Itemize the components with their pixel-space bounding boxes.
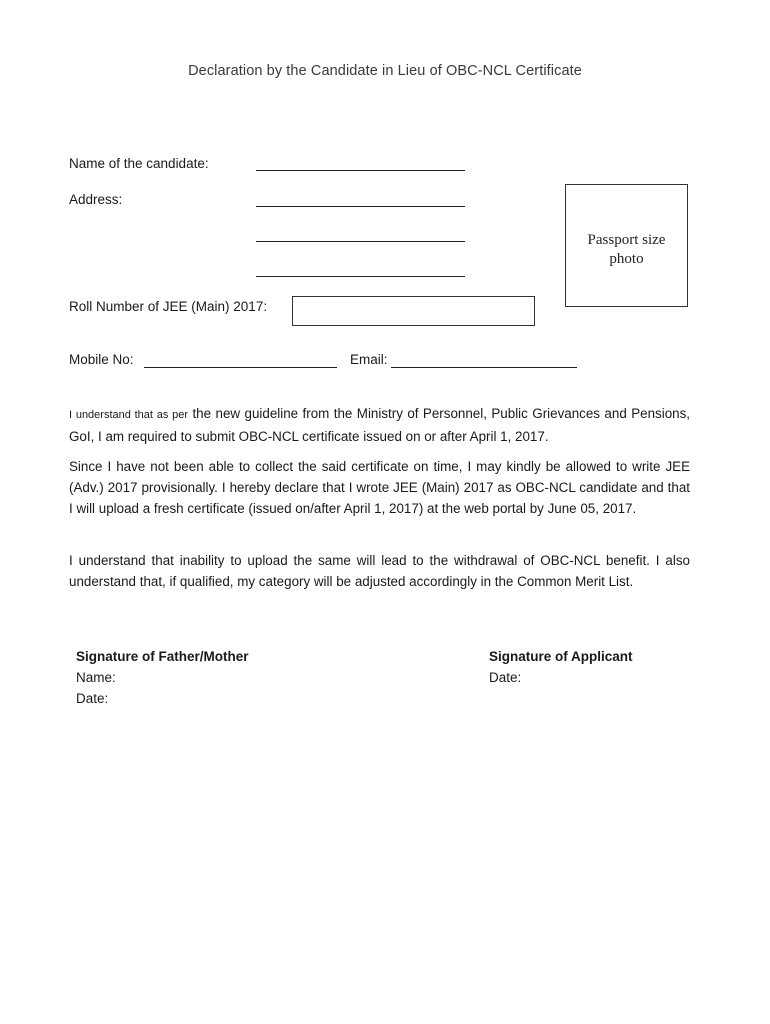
document-title: Declaration by the Candidate in Lieu of OBC-NCL Certificate — [188, 63, 582, 79]
email-label: Email: — [350, 352, 388, 367]
mobile-input-line[interactable] — [144, 367, 337, 368]
address-line-1[interactable] — [256, 206, 465, 207]
address-line-2[interactable] — [256, 241, 465, 242]
photo-label-line-2: photo — [609, 251, 644, 267]
declaration-paragraph-3: I understand that inability to upload the same will lead to the withdrawal of OBC-NCL benefit. I also understand that, if qualified, my category will be adjusted accordingly in the Common Merit List. — [69, 553, 690, 589]
name-input-line[interactable] — [256, 170, 465, 171]
paragraph-1-text: the new guideline from the Ministry of Personnel, Public Grievances and Pensions, GoI, I am required to submit OBC-NCL certificate issued on or after April 1, 2017. — [69, 406, 691, 444]
parent-name-label: Name: — [76, 670, 116, 685]
photo-label-line-1: Passport size — [587, 232, 666, 248]
passport-photo-label — [566, 231, 687, 269]
declaration-paragraph-2: Since I have not been able to collect the said certificate on time, I may kindly be allowed to write JEE (Adv.) 2017 provisionally. I hereby declare that I wrote JEE (Main) 2017 as OBC-NCL candidate and that I will upload a fresh certificate (issued on/after April 1, 2017) at the web portal by June 05, 2017. — [69, 459, 690, 516]
email-input-line[interactable] — [391, 367, 577, 368]
roll-number-label: Roll Number of JEE (Main) 2017: — [69, 299, 268, 314]
declaration-paragraph-1 — [69, 403, 690, 447]
mobile-label: Mobile No: — [69, 352, 134, 367]
applicant-date-label: Date: — [489, 670, 522, 685]
address-label: Address: — [69, 192, 123, 207]
paragraph-1-lead: I understand that as per — [69, 409, 189, 421]
passport-photo-box — [565, 184, 688, 307]
name-label: Name of the candidate: — [69, 156, 209, 171]
roll-number-field[interactable] — [292, 296, 535, 326]
address-line-3[interactable] — [256, 276, 465, 277]
applicant-signature-heading: Signature of Applicant — [489, 649, 633, 664]
parent-signature-heading: Signature of Father/Mother — [76, 649, 249, 664]
parent-date-label: Date: — [76, 691, 109, 706]
